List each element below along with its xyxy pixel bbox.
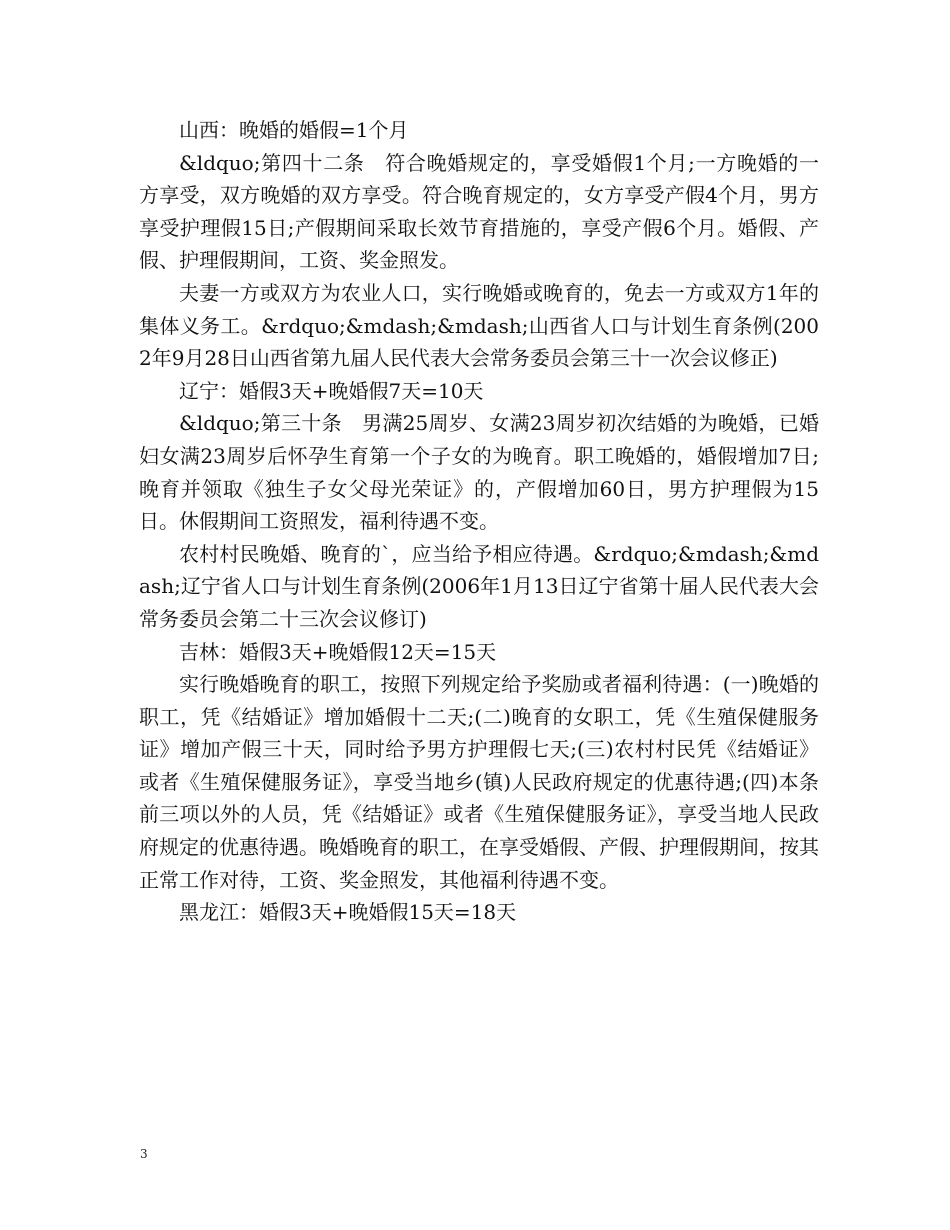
paragraph-heilongjiang-heading: 黑龙江：婚假3天+晚婚假15天=18天 bbox=[179, 900, 517, 925]
paragraph-shanxi-article-42: &ldquo;第四十二条 符合晚婚规定的，享受婚假1个月;一方晚婚的一方享受，双方晚婚的双方享受。符合晚育规定的，女方享受产假4个月，男方享受护理假15日;产假期间采取长效节育措施的，享受产假6个月。婚假、产假、护理假期间，工资、奖金照发。 bbox=[139, 150, 819, 273]
paragraph-shanxi-rural: 夫妻一方或双方为农业人口，实行晚婚或晚育的，免去一方或双方1年的集体义务工。&rdquo;&mdash;&mdash;山西省人口与计划生育条例(2002年9月28日山西省第九届人民代表大会常务委员会第三十一次会议修正) bbox=[139, 280, 819, 371]
paragraph-shanxi-heading: 山西：晚婚的婚假=1个月 bbox=[179, 118, 409, 142]
paragraph-liaoning-rural: 农村村民晚婚、晚育的`，应当给予相应待遇。&rdquo;&mdash;&mdash;辽宁省人口与计划生育条例(2006年1月13日辽宁省第十届人民代表大会常务委员会第二十三次会议修订) bbox=[139, 541, 819, 631]
page-number: 3 bbox=[140, 1147, 148, 1161]
paragraph-liaoning-heading: 辽宁：婚假3天+晚婚假7天=10天 bbox=[179, 378, 484, 403]
paragraph-jilin-heading: 吉林：婚假3天+晚婚假12天=15天 bbox=[179, 639, 497, 664]
document-body bbox=[139, 114, 819, 929]
paragraph-liaoning-article-30: &ldquo;第三十条 男满25周岁、女满23周岁初次结婚的为晚婚，已婚妇女满23周岁后怀孕生育第一个子女的为晚育。职工晚婚的，婚假增加7日;晚育并领取《独生子女父母光荣证》的，产假增加60日，男方护理假为15日。休假期间工资照发，福利待遇不变。 bbox=[139, 411, 819, 534]
paragraph-jilin-rules: 实行晚婚晚育的职工，按照下列规定给予奖励或者福利待遇：(一)晚婚的职工，凭《结婚证》增加婚假十二天;(二)晚育的女职工，凭《生殖保健服务证》增加产假三十天，同时给予男方护理假七天;(三)农村村民凭《结婚证》或者《生殖保健服务证》，享受当地乡(镇)人民政府规定的优惠待遇;(四)本条前三项以外的人员，凭《结婚证》或者《生殖保健服务证》，享受当地人民政府规定的优惠待遇。晚婚晚育的职工，在享受婚假、产假、护理假期间，按其正常工作对待，工资、奖金照发，其他福利待遇不变。 bbox=[139, 672, 819, 892]
